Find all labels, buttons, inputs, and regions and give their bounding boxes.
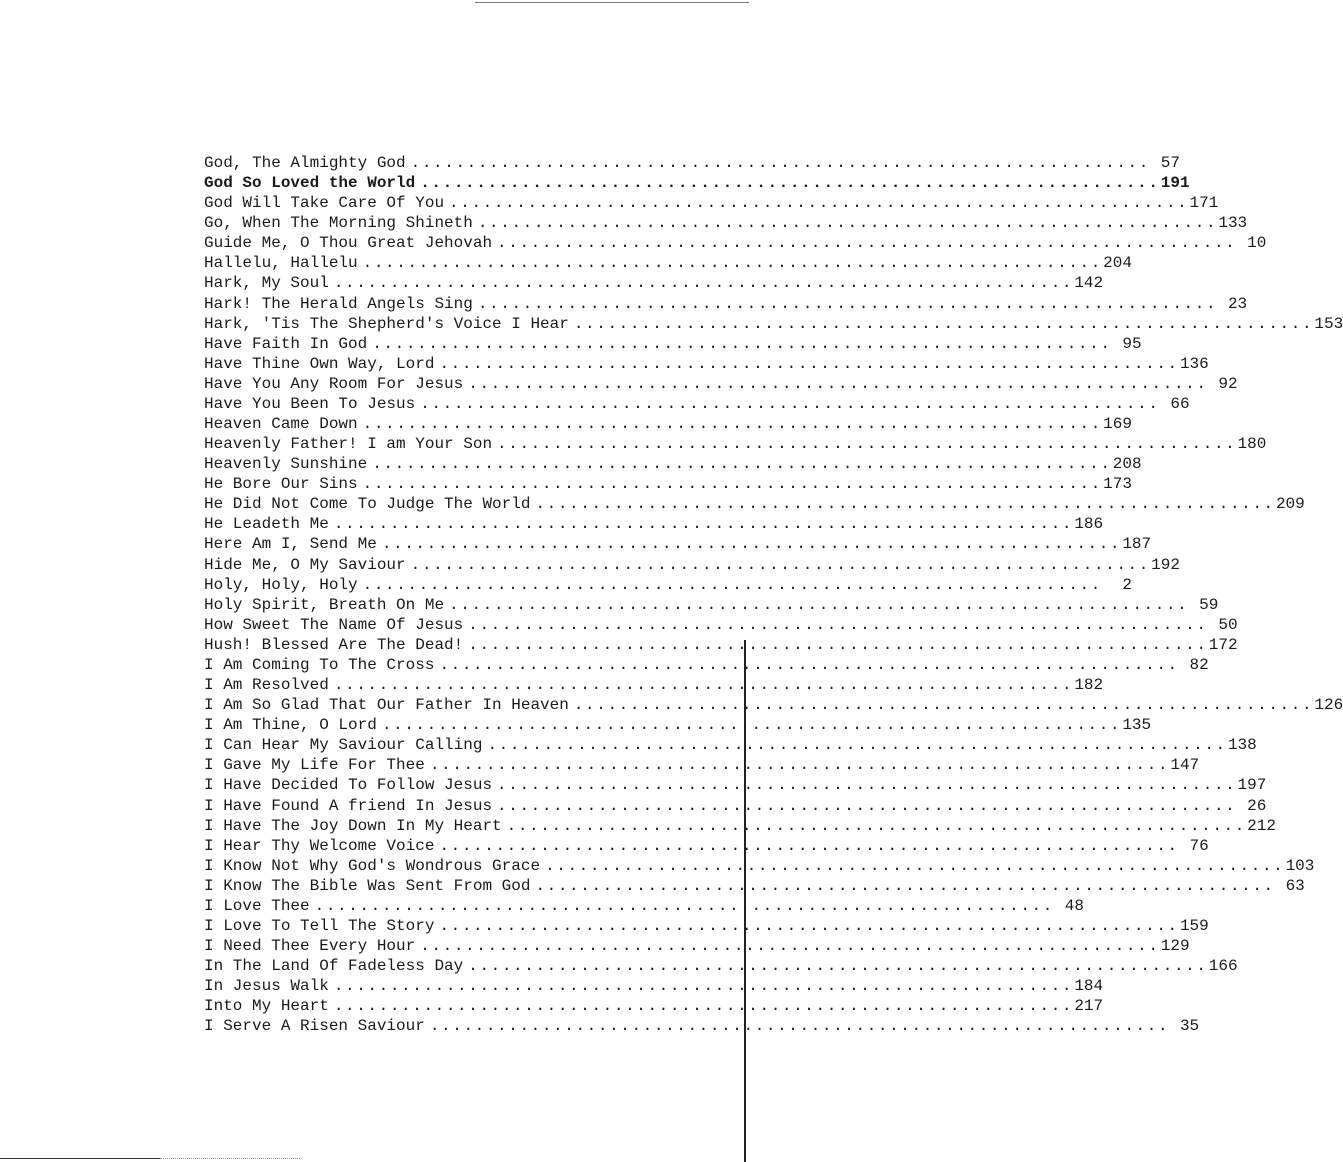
entry-page-number: 166 [1208, 957, 1238, 976]
dot-leader: .................................................................. [439, 916, 1179, 935]
entry-title: I Serve A Risen Saviour [204, 1017, 425, 1036]
entry-page-number: 172 [1208, 635, 1238, 654]
dot-leader: .................................................................. [429, 756, 1170, 775]
index-entry [204, 816, 1276, 836]
dot-leader: .................................................................. [333, 515, 1074, 534]
entry-page-number: 208 [1112, 455, 1142, 474]
entry-title: Into My Heart [204, 997, 329, 1016]
entry-title: God, The Almighty God [204, 154, 406, 172]
index-entry [204, 555, 1180, 575]
dot-leader: .................................................................. [497, 796, 1237, 815]
dot-leader: .................................................................. [420, 937, 1160, 956]
index-entry [204, 374, 1238, 394]
dot-leader: .................................................................. [439, 354, 1179, 373]
dot-leader: .................................................................. [497, 435, 1237, 454]
entry-title: Heavenly Sunshine [204, 455, 368, 474]
dot-leader: .................................................................. [410, 154, 1150, 172]
index-entry [204, 735, 1257, 755]
entry-title: Here Am I, Send Me [204, 535, 377, 554]
entry-page-number: 169 [1103, 415, 1132, 434]
entry-title: He Did Not Come To Judge The World [204, 495, 531, 514]
index-entry [204, 876, 1305, 896]
entry-title: Hark! The Herald Angels Sing [204, 294, 473, 313]
entry-title: Go, When The Morning Shineth [204, 214, 473, 233]
index-entry [204, 896, 1084, 916]
entry-title: Holy Spirit, Breath On Me [204, 595, 445, 614]
index-entry [204, 153, 1180, 173]
entry-page-number: 186 [1074, 515, 1104, 534]
entry-page-number: 197 [1237, 776, 1267, 795]
index-entry [204, 615, 1238, 635]
index-entry [204, 956, 1238, 976]
dot-leader: .................................................................. [362, 415, 1102, 434]
index-entry [204, 394, 1190, 414]
dot-leader: .................................................................. [497, 776, 1237, 795]
dot-leader: .................................................................. [439, 836, 1179, 855]
entry-title: Hark, 'Tis The Shepherd's Voice I Hear [204, 314, 569, 333]
index-entry [204, 635, 1238, 655]
dot-leader: .................................................................. [333, 997, 1074, 1016]
entry-page-number: 212 [1247, 816, 1276, 835]
dot-leader: .................................................................. [429, 1017, 1170, 1036]
index-entry [204, 474, 1132, 494]
entry-page-number: 26 [1247, 796, 1267, 815]
entry-title: I Love Thee [204, 896, 310, 915]
entry-title: In The Land Of Fadeless Day [204, 957, 464, 976]
dot-leader: .................................................................. [506, 816, 1246, 835]
entry-page-number: 209 [1275, 495, 1305, 514]
entry-page-number: 135 [1122, 716, 1152, 735]
dot-leader: .................................................................. [468, 374, 1208, 393]
index-entry [204, 514, 1104, 534]
entry-title: I Am Thine, O Lord [204, 716, 377, 735]
bottom-scan-edge-faint [160, 1158, 300, 1159]
dot-leader: .................................................................. [381, 535, 1122, 554]
song-index-list [204, 153, 1343, 1036]
dot-leader: .................................................................. [497, 234, 1237, 253]
dot-leader: .................................................................. [333, 274, 1074, 293]
entry-page-number: 173 [1103, 475, 1132, 494]
entry-page-number: 180 [1237, 435, 1267, 454]
entry-title: Guide Me, O Thou Great Jehovah [204, 234, 493, 253]
entry-title: I Hear Thy Welcome Voice [204, 836, 435, 855]
entry-title: I Have Found A friend In Jesus [204, 796, 493, 815]
entry-title: I Need Thee Every Hour [204, 937, 416, 956]
dot-leader: .................................................................. [468, 635, 1208, 654]
entry-page-number: 138 [1227, 736, 1257, 755]
entry-title: God Will Take Care Of You [204, 194, 445, 213]
index-entry [204, 294, 1248, 314]
dot-leader: .................................................................. [573, 696, 1314, 715]
entry-title: In Jesus Walk [204, 977, 329, 996]
entry-page-number: 192 [1151, 555, 1180, 574]
dot-leader: .................................................................. [333, 977, 1074, 996]
entry-title: How Sweet The Name Of Jesus [204, 615, 464, 634]
dot-leader: .................................................................. [468, 615, 1208, 634]
index-entry [204, 253, 1132, 273]
entry-page-number: 126 [1314, 696, 1343, 715]
index-entry [204, 314, 1343, 334]
entry-title: He Leadeth Me [204, 515, 329, 534]
entry-page-number: 59 [1199, 595, 1219, 614]
dot-leader: .................................................................. [410, 555, 1150, 574]
index-entry [204, 655, 1209, 675]
dot-leader: .................................................................. [477, 214, 1218, 233]
index-entry [204, 595, 1219, 615]
index-entry [204, 916, 1209, 936]
entry-page-number: 103 [1285, 856, 1315, 875]
entry-page-number: 2 [1122, 575, 1132, 594]
index-entry [204, 233, 1267, 253]
dot-leader: .................................................................. [381, 716, 1122, 735]
dot-leader: .................................................................. [362, 575, 1102, 594]
index-entry [204, 434, 1267, 454]
entry-title: I Love To Tell The Story [204, 916, 435, 935]
entry-page-number: 50 [1218, 615, 1238, 634]
index-entry [204, 414, 1132, 434]
entry-title: I Know Not Why God's Wondrous Grace [204, 856, 541, 875]
entry-page-number: 159 [1179, 916, 1209, 935]
entry-page-number: 23 [1227, 294, 1248, 313]
entry-title: Heaven Came Down [204, 415, 358, 434]
dot-leader: .................................................................. [468, 957, 1208, 976]
entry-page-number: 147 [1170, 756, 1200, 775]
dot-leader: .................................................................. [487, 736, 1227, 755]
entry-title: I Have Decided To Follow Jesus [204, 776, 493, 795]
entry-page-number: 76 [1189, 836, 1209, 855]
entry-title: I Gave My Life For Thee [204, 756, 425, 775]
entry-page-number: 129 [1160, 937, 1190, 956]
index-entry [204, 755, 1200, 775]
entry-title: Hallelu, Hallelu [204, 254, 358, 273]
entry-title: Have Faith In God [204, 334, 368, 353]
entry-page-number: 95 [1122, 334, 1142, 353]
entry-page-number: 217 [1074, 997, 1104, 1016]
dot-leader: .................................................................. [372, 334, 1112, 353]
index-entry [204, 796, 1267, 816]
entry-page-number: 82 [1189, 655, 1209, 674]
index-entry [204, 715, 1152, 735]
entry-title: Hark, My Soul [204, 274, 329, 293]
entry-page-number: 204 [1103, 254, 1132, 273]
entry-title: Hide Me, O My Saviour [204, 555, 406, 574]
dot-leader: .................................................................. [362, 475, 1102, 494]
entry-page-number: 10 [1247, 234, 1267, 253]
dot-leader: .................................................................. [545, 856, 1285, 875]
entry-page-number: 57 [1160, 154, 1180, 172]
entry-title: I Am Coming To The Cross [204, 655, 435, 674]
index-entry [204, 273, 1104, 293]
index-entry [204, 996, 1104, 1016]
dot-leader: .................................................................. [372, 455, 1112, 474]
entry-title: God So Loved the World [204, 174, 416, 193]
dot-leader: .................................................................. [573, 314, 1314, 333]
entry-title: Holy, Holy, Holy [204, 575, 358, 594]
dot-leader: .................................................................. [439, 655, 1179, 674]
index-entry [204, 695, 1343, 715]
entry-page-number: 35 [1179, 1017, 1200, 1036]
entry-title: Have You Any Room For Jesus [204, 374, 464, 393]
entry-page-number: 191 [1160, 174, 1190, 193]
index-entry [204, 213, 1248, 233]
index-entry [204, 856, 1315, 876]
dot-leader: .................................................................. [420, 394, 1160, 413]
entry-title: I Know The Bible Was Sent From God [204, 876, 531, 895]
dot-leader: .................................................................. [362, 254, 1102, 273]
entry-page-number: 66 [1170, 394, 1190, 413]
entry-page-number: 171 [1189, 194, 1219, 213]
dot-leader: .................................................................. [449, 194, 1189, 213]
dot-leader: .................................................................. [535, 876, 1275, 895]
dot-leader: .................................................................. [449, 595, 1189, 614]
index-entry [204, 1016, 1200, 1036]
dot-leader: .................................................................. [477, 294, 1218, 313]
entry-page-number: 142 [1074, 274, 1104, 293]
dot-leader: .................................................................. [333, 676, 1074, 695]
index-entry [204, 534, 1152, 554]
bottom-scan-edge [0, 1158, 160, 1159]
entry-page-number: 133 [1218, 214, 1248, 233]
entry-page-number: 153 [1314, 314, 1343, 333]
index-entry [204, 173, 1190, 193]
entry-title: I Have The Joy Down In My Heart [204, 816, 502, 835]
entry-title: Have Thine Own Way, Lord [204, 354, 435, 373]
entry-page-number: 136 [1179, 354, 1209, 373]
entry-page-number: 187 [1122, 535, 1152, 554]
entry-title: He Bore Our Sins [204, 475, 358, 494]
entry-title: Hush! Blessed Are The Dead! [204, 635, 464, 654]
entry-title: Have You Been To Jesus [204, 394, 416, 413]
index-entry [204, 836, 1209, 856]
entry-title: Heavenly Father! I am Your Son [204, 435, 493, 454]
index-entry [204, 775, 1267, 795]
entry-page-number: 184 [1074, 977, 1104, 996]
dot-leader: .................................................................. [535, 495, 1275, 514]
entry-title: I Am So Glad That Our Father In Heaven [204, 696, 569, 715]
index-entry [204, 354, 1209, 374]
entry-page-number: 92 [1218, 374, 1238, 393]
index-entry [204, 334, 1142, 354]
index-entry [204, 675, 1104, 695]
top-scan-edge [475, 2, 749, 3]
index-entry [204, 193, 1219, 213]
index-entry [204, 936, 1190, 956]
entry-title: I Am Resolved [204, 676, 329, 695]
dot-leader: .................................................................. [420, 174, 1160, 193]
index-entry [204, 494, 1305, 514]
entry-page-number: 63 [1285, 876, 1305, 895]
entry-title: I Can Hear My Saviour Calling [204, 736, 483, 755]
index-entry [204, 976, 1104, 996]
entry-page-number: 48 [1064, 896, 1084, 915]
entry-page-number: 182 [1074, 676, 1104, 695]
index-entry [204, 575, 1132, 595]
dot-leader: .................................................................. [314, 896, 1054, 915]
index-entry [204, 454, 1142, 474]
